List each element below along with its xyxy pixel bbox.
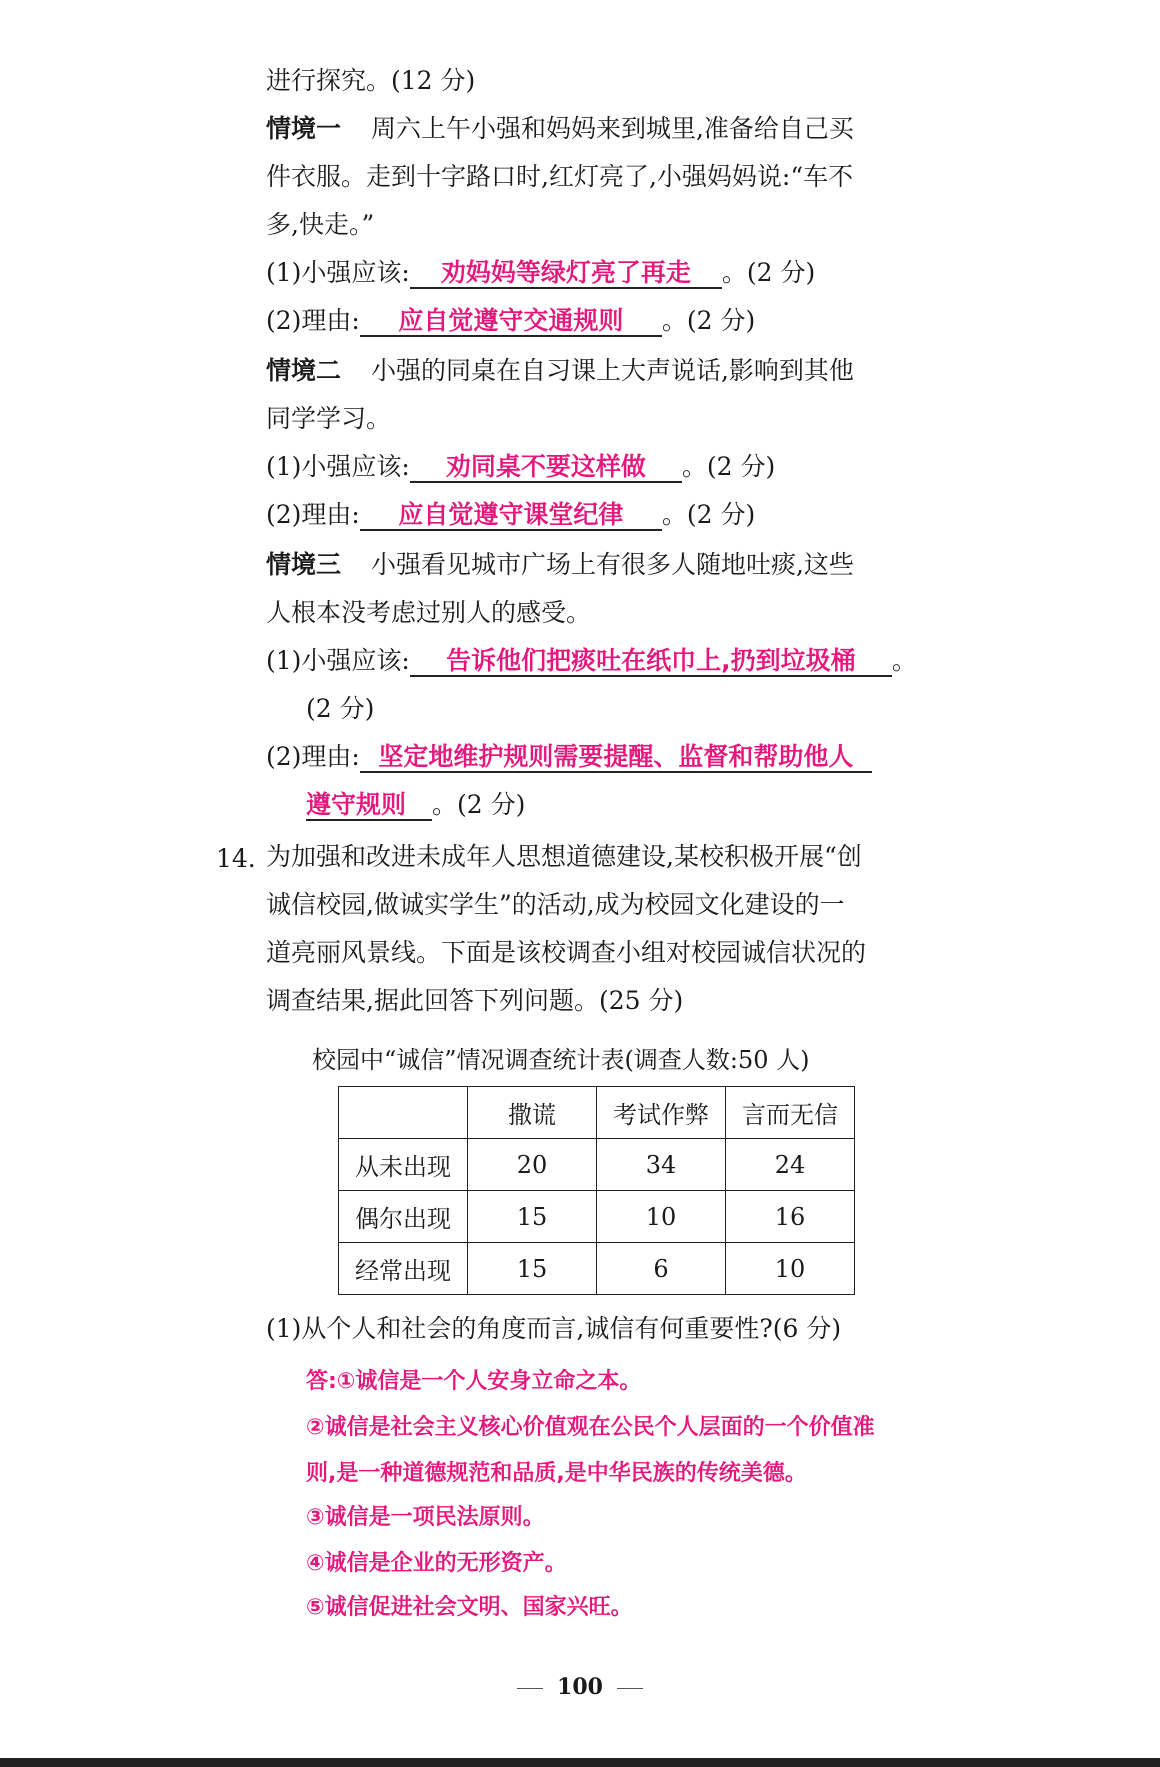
situation-3-question-2: [266, 744, 872, 773]
answer-blank: 遵守规则: [306, 792, 432, 821]
situation-1-line-1: [266, 116, 854, 141]
table-row-label: 经常出现: [339, 1243, 468, 1295]
answer-line: ⑤诚信促进社会文明、国家兴旺。: [306, 1595, 633, 1620]
situation-3-title: 情境三: [266, 550, 342, 579]
table-cell: 15: [468, 1191, 597, 1243]
q2-prefix: (2)理由:: [266, 306, 360, 335]
table-header-cell: 撒谎: [468, 1087, 597, 1139]
q14-sub-question-1: (1)从个人和社会的角度而言,诚信有何重要性?(6 分): [266, 1314, 842, 1343]
table-cell: 20: [468, 1139, 597, 1191]
bottom-bar: [0, 1758, 1160, 1767]
page-footer: [0, 1674, 1160, 1700]
answer-blank: 告诉他们把痰吐在纸巾上,扔到垃圾桶: [410, 648, 892, 677]
answer-blank: 应自觉遵守课堂纪律: [360, 502, 662, 531]
table-header-cell: 考试作弊: [597, 1087, 726, 1139]
table-cell: 10: [597, 1191, 726, 1243]
table-row: [339, 1191, 855, 1243]
q2-suffix: 。(2 分): [661, 306, 756, 335]
page-number: 100: [557, 1674, 603, 1700]
answer-blank: 坚定地维护规则需要提醒、监督和帮助他人: [360, 744, 872, 773]
situation-2-question-2: [266, 502, 755, 531]
answer-line: 则,是一种道德规范和品质,是中华民族的传统美德。: [306, 1461, 807, 1486]
q14-text-4: 调查结果,据此回答下列问题。(25 分): [266, 986, 684, 1015]
situation-3-q1-score: (2 分): [306, 694, 375, 723]
q1-prefix: (1)小强应该:: [266, 258, 410, 287]
situation-1-question-2: [266, 308, 755, 337]
intro-line: 进行探究。(12 分): [266, 66, 476, 95]
situation-1-question-1: [266, 260, 815, 289]
situation-3-line-1: [266, 552, 854, 577]
situation-1-title: 情境一: [266, 114, 342, 143]
table-cell: 24: [726, 1139, 855, 1191]
q2-prefix: (2)理由:: [266, 742, 360, 771]
situation-3-question-1: [266, 648, 917, 677]
q2-prefix: (2)理由:: [266, 500, 360, 529]
table-cell: 34: [597, 1139, 726, 1191]
situation-2-text-1: 小强的同桌在自习课上大声说话,影响到其他: [370, 356, 854, 385]
table-row-label: 偶尔出现: [339, 1191, 468, 1243]
answer-blank: 劝妈妈等绿灯亮了再走: [410, 260, 722, 289]
q14-text-3: 道亮丽风景线。下面是该校调查小组对校园诚信状况的: [266, 938, 867, 967]
answer-line: ②诚信是社会主义核心价值观在公民个人层面的一个价值准: [306, 1415, 875, 1440]
table-header-row: [339, 1087, 855, 1139]
q2-suffix: 。(2 分): [432, 790, 526, 819]
q1-suffix: 。(2 分): [681, 452, 776, 481]
q14-text-2: 诚信校园,做诚实学生”的活动,成为校园文化建设的一: [266, 890, 845, 919]
situation-3-question-2-cont: [306, 792, 525, 821]
situation-1-text-2: 件衣服。走到十字路口时,红灯亮了,小强妈妈说:“车不: [266, 162, 854, 191]
situation-2-title: 情境二: [266, 356, 342, 385]
table-row-label: 从未出现: [339, 1139, 468, 1191]
question-number: 14.: [216, 844, 256, 873]
table-cell: 16: [726, 1191, 855, 1243]
answer-line: ④诚信是企业的无形资产。: [306, 1551, 567, 1576]
survey-table: [338, 1086, 855, 1295]
table-row: [339, 1243, 855, 1295]
situation-3-text-2: 人根本没考虑过别人的感受。: [266, 598, 592, 627]
table-row: [339, 1139, 855, 1191]
table-cell: 15: [468, 1243, 597, 1295]
situation-2-line-1: [266, 358, 854, 383]
situation-3-text-1: 小强看见城市广场上有很多人随地吐痰,这些: [370, 550, 854, 579]
situation-1-text-3: 多,快走。”: [266, 210, 375, 239]
q1-suffix: 。(2 分): [721, 258, 816, 287]
situation-2-text-2: 同学学习。: [266, 404, 392, 433]
q1-suffix: 。: [891, 646, 917, 675]
q2-suffix: 。(2 分): [661, 500, 756, 529]
table-cell: 10: [726, 1243, 855, 1295]
answer-line: ③诚信是一项民法原则。: [306, 1505, 545, 1530]
table-caption: 校园中“诚信”情况调查统计表(调查人数:50 人): [312, 1046, 810, 1074]
table-header-cell: 言而无信: [726, 1087, 855, 1139]
answer-line: 答:①诚信是一个人安身立命之本。: [306, 1369, 642, 1394]
situation-1-text-1: 周六上午小强和妈妈来到城里,准备给自己买: [370, 114, 854, 143]
answer-blank: 应自觉遵守交通规则: [360, 308, 662, 337]
table-header-cell: [339, 1087, 468, 1139]
q1-prefix: (1)小强应该:: [266, 646, 410, 675]
q14-text-1: 为加强和改进未成年人思想道德建设,某校积极开展“创: [266, 842, 862, 871]
answer-blank: 劝同桌不要这样做: [410, 454, 682, 483]
footer-dash: [517, 1688, 543, 1689]
situation-2-question-1: [266, 454, 775, 483]
footer-dash: [617, 1688, 643, 1689]
q1-prefix: (1)小强应该:: [266, 452, 410, 481]
table-cell: 6: [597, 1243, 726, 1295]
